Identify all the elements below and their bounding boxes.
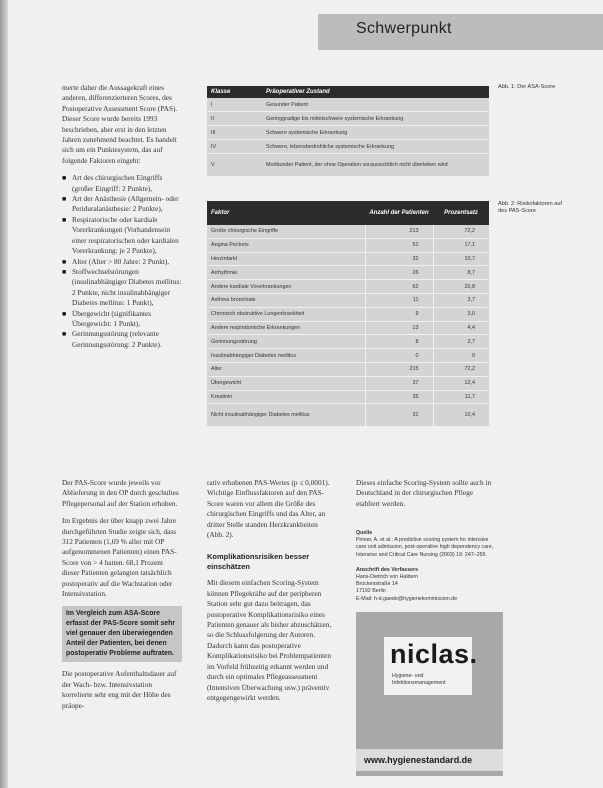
body-column-1 xyxy=(62,478,182,718)
table-cell: Schwere systemische Erkrankung xyxy=(262,126,489,140)
left-top-column xyxy=(62,83,182,350)
table-cell: Schwere, lebensbedrohliche systemische Erkrankung xyxy=(262,140,489,154)
table-cell: Nicht insulinabhängiger Diabetes mellitus xyxy=(207,404,365,427)
source-label: Quelle xyxy=(356,530,373,536)
table-cell: 35 xyxy=(365,390,433,404)
table-row xyxy=(207,362,489,376)
table-cell: 13 xyxy=(365,321,433,335)
table-cell: I xyxy=(207,98,262,112)
table-row xyxy=(207,307,489,321)
body-paragraph: Dieses einfache Scoring-System sollte auch in Deutschland in der chirurgischen Pflege etabliert werden. xyxy=(356,478,492,508)
table-cell: Gerinnungsstörung xyxy=(207,335,365,349)
table-cell: 3,0 xyxy=(433,307,489,321)
list-item: ■ Art der Anästhesie (Allgemein- oder Periduralanästhesie: 2 Punkte), xyxy=(62,194,182,215)
table-cell: Alter xyxy=(207,362,365,376)
table-row xyxy=(207,112,489,126)
column-header: Faktor xyxy=(207,201,365,225)
table-cell: Große chirurgische Eingriffe xyxy=(207,225,365,238)
table-cell: 31 xyxy=(365,404,433,427)
table-cell: 10,7 xyxy=(433,252,489,266)
table-cell: 9 xyxy=(365,307,433,321)
table-cell: 0 xyxy=(433,349,489,363)
author-address-label: Anschrift des Verfassers xyxy=(356,566,419,573)
table-row xyxy=(207,266,489,280)
table-cell: 20,8 xyxy=(433,280,489,294)
figure-caption-1: Abb. 1: Der ASA-Score xyxy=(498,84,556,90)
niclas-logo: niclas. xyxy=(390,639,478,669)
table-cell: 10,4 xyxy=(433,404,489,427)
table-row xyxy=(207,349,489,363)
column-header: Anzahl der Patienten xyxy=(365,201,433,225)
table-cell: III xyxy=(207,126,262,140)
body-paragraph: rativ erhobenen PAS-Wertes (p ≤ 0,0001). Wichtige Einflussfaktoren auf den PAS-Score waren vor allem die Größe des chirurgischen Eingriffs und das Alter, an dritter Stelle standen Herzkrankheiten (Abb. 2). xyxy=(207,478,330,540)
intro-paragraph: merte daher die Aussagekraft eines anderen, differenzierteren Scores, des Postoperative Assessment Score (PAS). Dieser Score wurde bereits 1993 beschrieben, aber erst in den letzten Jahren zunehmend beachtet. Es handelt sich um ein Punktesystem, das auf folgende Faktoren eingeht: xyxy=(62,83,178,165)
table-cell: Übergewicht xyxy=(207,376,365,390)
ad-url-link[interactable]: www.hygienestandard.de xyxy=(364,755,473,765)
page-edge xyxy=(0,0,8,788)
table-cell: 12,4 xyxy=(433,376,489,390)
table-row xyxy=(207,280,489,294)
table-cell: 4,4 xyxy=(433,321,489,335)
column-header: Prozentsatz xyxy=(433,201,489,225)
list-item: ■ Übergewicht (signifikantes Übergewicht: 1 Punkt), xyxy=(62,309,182,330)
table-row xyxy=(207,225,489,238)
table-cell: Gesunder Patient xyxy=(262,98,489,112)
table-row xyxy=(207,321,489,335)
table-cell: Insulinabhängiger Diabetes mellitus xyxy=(207,349,365,363)
body-column-3 xyxy=(356,478,496,516)
table-cell: II xyxy=(207,112,262,126)
table-row xyxy=(207,404,489,427)
pas-factor-table xyxy=(207,201,489,427)
body-paragraph: Mit diesem einfachen Scoring-System können Pflegekräfte auf der peripheren Station sehr gut dazu beitragen, das postoperative Komplikationsrisiko eines Patienten genauer als bisher abzuschätzen, so die Schlussfolgerung der Autoren. Dadurch kann das postoperative Komplikationsrisiko bei Problempatienten im Vorfeld frühzeitig erkannt werden und durch ein optimales Pflegeassessment (Intensiven Überwachung usw.) präventiv entgegengewirkt werden. xyxy=(207,578,332,702)
table-cell: 0 xyxy=(365,349,433,363)
author-address-line: Hans-Dietrich von Haldern xyxy=(356,574,419,581)
column-header: Klasse xyxy=(207,86,262,98)
table-cell: Andere respiratorische Erkrankungen xyxy=(207,321,365,335)
table-cell: 2,7 xyxy=(433,335,489,349)
table-cell: 17,1 xyxy=(433,238,489,252)
table-cell: 213 xyxy=(365,225,433,238)
table-row xyxy=(207,293,489,307)
table-row xyxy=(207,390,489,404)
list-item: ■ Alter (Alter > 80 Jahre: 2 Punkt), xyxy=(62,257,182,267)
body-paragraph: Der PAS-Score wurde jeweils vor Ablieferung in den OP durch geschultes Pflegepersonal auf der Station erhoben. xyxy=(62,478,179,508)
table-cell: 215 xyxy=(365,362,433,376)
table-row xyxy=(207,154,489,177)
column-header: Präoperativer Zustand xyxy=(262,86,489,98)
table-row xyxy=(207,140,489,154)
table-cell: Kreatinin xyxy=(207,390,365,404)
table-row xyxy=(207,252,489,266)
section-title: Schwerpunkt xyxy=(356,20,452,37)
body-paragraph: Im Ergebnis der über knapp zwei Jahre durchgeführten Studie zeigte sich, dass 312 Patienten (1,69 % aller mit OP aufgenommenen Patienten) einen PAS-Score von > 4 hatten. 68,1 Prozent dieser Patienten gelangten tatsächlich postoperativ auf die Wachstation oder Intensivstation. xyxy=(62,516,177,599)
table-row xyxy=(207,238,489,252)
table-cell: 3,7 xyxy=(433,293,489,307)
table-cell: 11 xyxy=(365,293,433,307)
table-row xyxy=(207,335,489,349)
table-cell: 11,7 xyxy=(433,390,489,404)
list-item: ■ Stoffwechselstörungen (insulinabhängiger Diabetes mellitus: 2 Punkte, nicht insulinabhängiger Diabetes mellitus: 1 Punkt), xyxy=(62,267,182,309)
list-item: ■ Gerinnungsstörung (relevante Gerinnungsstörung: 2 Punkte). xyxy=(62,329,182,350)
body-paragraph: Die postoperative Aufenthaltsdauer auf der Wach- bzw. Intensivstation korrelierte sehr eng mit der Höhe des präope- xyxy=(62,669,177,710)
section-heading: Komplikationsrisiken besser einschätzen xyxy=(207,552,310,572)
body-column-2 xyxy=(207,478,333,710)
author-address-line: 17192 Berlin xyxy=(356,588,386,595)
figure-caption-2: Abb. 2: Risikofaktoren auf des PAS-Score xyxy=(498,201,563,214)
advertisement[interactable] xyxy=(356,612,503,776)
table-header-row xyxy=(207,86,489,98)
table-cell: V xyxy=(207,154,262,177)
asa-table xyxy=(207,86,489,177)
pas-factor-list xyxy=(62,173,182,350)
table-cell: Arrhythmie xyxy=(207,266,365,280)
table-cell: 62 xyxy=(365,280,433,294)
table-cell: 26 xyxy=(365,266,433,280)
author-address-line: E-Mail: h-d.gaede@hygienekommission.de xyxy=(356,595,458,602)
table-cell: 32 xyxy=(365,252,433,266)
table-cell: 51 xyxy=(365,238,433,252)
table-cell: Chronisch obstruktive Lungenkrankheit xyxy=(207,307,365,321)
table-cell: Geringgradige bis mittelschwere systemische Erkrankung xyxy=(262,112,489,126)
table-cell: IV xyxy=(207,140,262,154)
table-cell: Moribunder Patient, der ohne Operation voraussichtlich nicht überleben wird xyxy=(262,154,489,177)
ad-logo-box xyxy=(384,637,478,695)
author-address-line: Brückenstraße 14 xyxy=(356,581,398,588)
list-item: ■ Art des chirurgischen Eingriffs (großer Eingriff: 2 Punkte), xyxy=(62,173,182,194)
table-cell: Andere kardiale Vorerkrankungen xyxy=(207,280,365,294)
source-block xyxy=(356,530,496,603)
pull-quote: Im Vergleich zum ASA-Score erfasst der PAS-Score somit sehr viel genauer den überwiegenden Anteil der Patienten, bei denen postoperativ Probleme auftraten. xyxy=(62,606,182,662)
ad-tagline: Hygiene- und Infektionsmanagement xyxy=(392,673,446,686)
source-text: Pinner, A. et al.: A predictive scoring system for intensive care unit admission, post-operative high dependency care, Intensive and Critical Care Nursing (2003) 19: 247–255 xyxy=(356,537,494,558)
table-row xyxy=(207,98,489,112)
table-cell: 37 xyxy=(365,376,433,390)
table-cell: Herzinfarkt xyxy=(207,252,365,266)
table-cell: Asthma bronchiale xyxy=(207,293,365,307)
table-cell: 72,2 xyxy=(433,362,489,376)
table-row xyxy=(207,376,489,390)
table-row xyxy=(207,126,489,140)
table-header-row xyxy=(207,201,489,225)
table-cell: 8 xyxy=(365,335,433,349)
list-item: ■ Respiratorische oder kardiale Vorerkrankungen (Vorhandensein einer respiratorischen oder kardialen Vorerkrankung: je 2 Punkte), xyxy=(62,215,182,257)
table-cell: 8,7 xyxy=(433,266,489,280)
table-cell: 72,2 xyxy=(433,225,489,238)
table-cell: Angina Pectoris xyxy=(207,238,365,252)
